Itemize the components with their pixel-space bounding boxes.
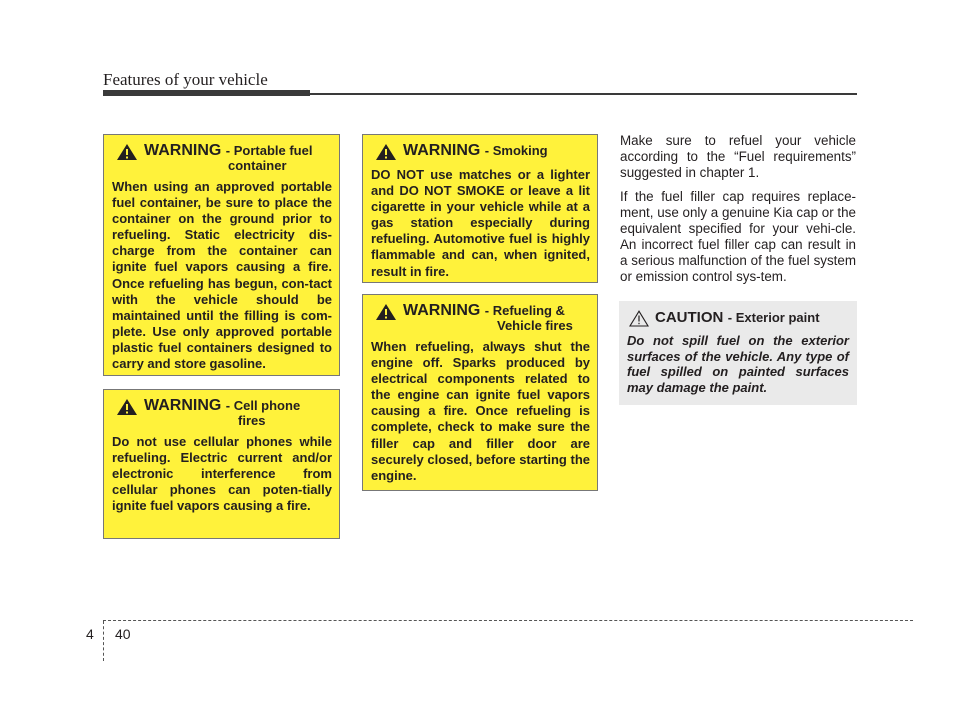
caution-heading xyxy=(629,310,849,327)
warning-body: When using an approved portable fuel container, be sure to place the container on the ground prior to refueling. Static electricity dis-charge from the container can ignite fuel vapors causing a fire. Once refueling has begun, con-tact with the vehicle should be maintained until the filling is com-plete. Use only approved portable plastic fuel containers designed to carry and store gasoline. xyxy=(112,179,332,372)
warning-label: WARNING xyxy=(403,302,481,319)
warning-label: WARNING xyxy=(144,142,222,159)
warning-title: - Portable fuel xyxy=(225,143,313,158)
warning-title: - Smoking xyxy=(484,143,548,158)
warning-body: When refueling, always shut the engine off. Sparks produced by electrical components related to the engine can ignite fuel vapors causing a fire. Once refueling is complete, check to make sure the filler cap and filler door are securely closed, before starting the engine. xyxy=(371,339,590,483)
warning-title: - Refueling & xyxy=(484,303,565,318)
warning-heading xyxy=(375,303,590,333)
warning-portable-fuel-container xyxy=(103,134,340,376)
warning-triangle-icon xyxy=(116,398,138,416)
warning-refueling-vehicle-fires xyxy=(362,294,598,491)
warning-heading xyxy=(116,143,332,173)
warning-heading xyxy=(116,398,332,428)
warning-title-cont: fires xyxy=(238,413,266,428)
chapter-number: 4 xyxy=(86,626,94,642)
caution-title: - Exterior paint xyxy=(727,310,820,325)
warning-triangle-icon xyxy=(375,303,397,321)
warning-heading xyxy=(375,143,590,161)
page-header-title: Features of your vehicle xyxy=(103,70,268,89)
body-text-column xyxy=(620,133,856,293)
warning-smoking xyxy=(362,134,598,283)
caution-exterior-paint xyxy=(619,301,857,405)
caution-triangle-icon xyxy=(629,310,649,327)
warning-title-cont: Vehicle fires xyxy=(497,318,573,333)
header-rule-thick xyxy=(103,90,310,96)
caution-label: CAUTION xyxy=(655,309,724,326)
body-paragraph: If the fuel filler cap requires replace-ment, use only a genuine Kia cap or the equivalent specified for your vehi-cle. An incorrect fuel filler cap can result in a serious malfunction of the fuel system or emission control sys-tem. xyxy=(620,189,856,284)
warning-triangle-icon xyxy=(116,143,138,161)
warning-title-cont: container xyxy=(228,158,287,173)
caution-body: Do not spill fuel on the exterior surfaces of the vehicle. Any type of fuel spilled on painted surfaces may damage the paint. xyxy=(627,333,849,395)
warning-label: WARNING xyxy=(403,142,481,159)
header-rule-thin xyxy=(310,93,857,95)
warning-body: Do not use cellular phones while refueling. Electric current and/or electronic interference from cellular phones can poten-tially ignite fuel vapors causing a fire. xyxy=(112,434,332,514)
footer-divider xyxy=(103,621,104,661)
warning-cell-phone-fires xyxy=(103,389,340,539)
body-paragraph: Make sure to refuel your vehicle according to the “Fuel requirements” suggested in chapter 1. xyxy=(620,133,856,180)
page-number: 40 xyxy=(115,626,131,642)
warning-triangle-icon xyxy=(375,143,397,161)
warning-body: DO NOT use matches or a lighter and DO NOT SMOKE or leave a lit cigarette in your vehicle while at a gas station especially during refueling. Automotive fuel is highly flammable and can, when ignited, result in fire. xyxy=(371,167,590,279)
footer-rule xyxy=(103,620,913,621)
warning-label: WARNING xyxy=(144,397,222,414)
warning-title: - Cell phone xyxy=(225,398,301,413)
